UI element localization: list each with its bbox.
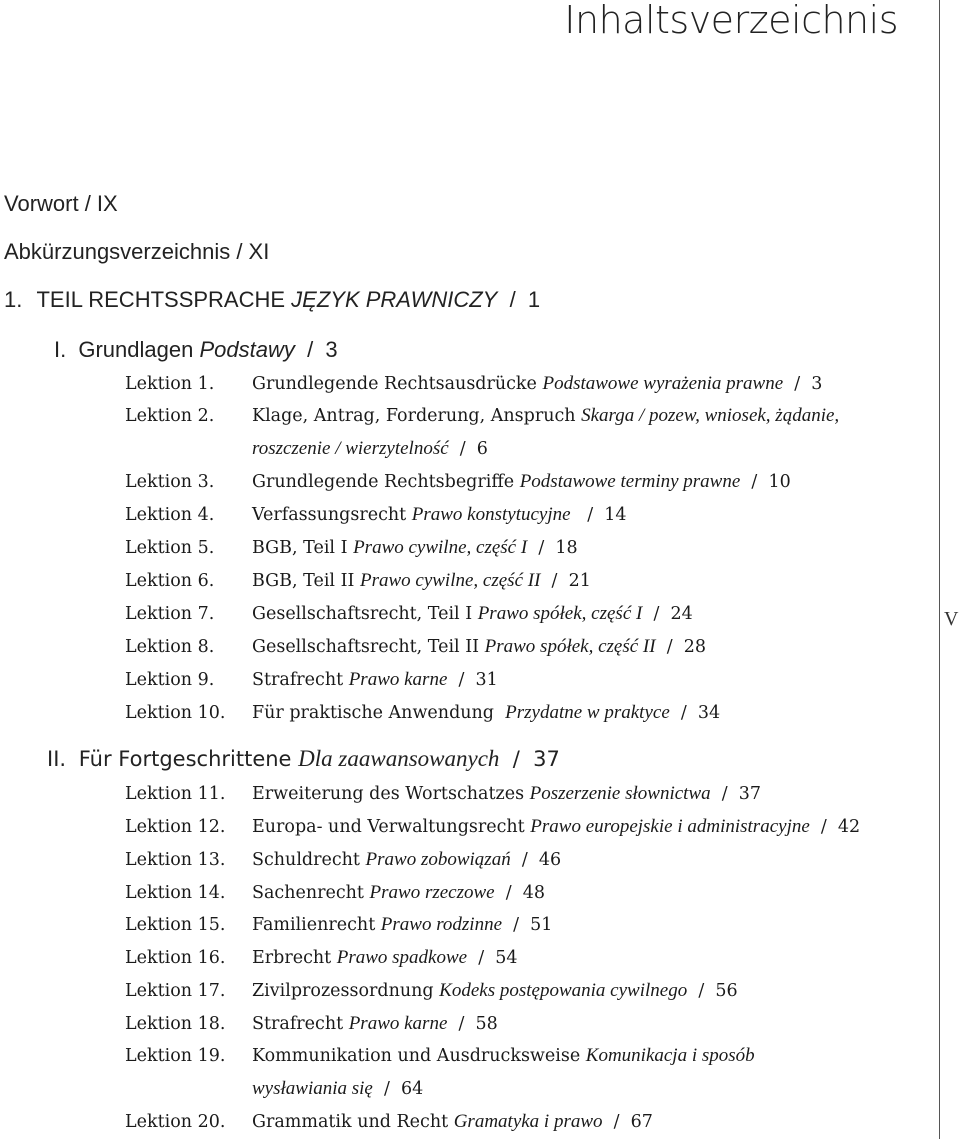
lesson-entry[interactable] [252,569,591,593]
section-title: Für Fortgeschrittene [78,747,299,771]
lesson-title-pl: Prawo karne [348,1013,448,1034]
lesson-page: / 14 [570,505,627,525]
toc-section-II[interactable] [47,746,560,772]
lesson-title-pl: Komunikacja i sposób [585,1045,755,1066]
lesson-page: / 67 [602,1112,653,1132]
lesson-title-de: Familienrecht [252,915,381,935]
lesson-label: Lektion 9. [125,670,215,690]
lesson-title-de: BGB, Teil I [252,538,354,558]
section-title-pl: Podstawy [199,337,295,362]
lesson-title-de: Grammatik und Recht [252,1112,454,1132]
lesson-title-de: Klage, Antrag, Forderung, Anspruch [252,406,582,426]
lesson-entry[interactable] [252,815,860,839]
lesson-title-pl: Podstawowe wyrażenia prawne [542,373,784,394]
lesson-title-pl: Prawo rodzinne [380,914,503,935]
page-title: Inhaltsverzeichnis [564,0,898,42]
lesson-title-de: Europa- und Verwaltungsrecht [252,817,531,837]
lesson-label: Lektion 7. [125,604,215,624]
lesson-page: / 54 [467,948,518,968]
lesson-page: / 3 [783,374,823,394]
lesson-entry[interactable] [252,602,693,626]
lesson-entry[interactable] [252,1044,755,1068]
lesson-page: / 46 [510,850,562,870]
lesson-title-de: Gesellschaftsrecht, Teil I [252,604,478,624]
section-number: I. [54,337,67,362]
lesson-label: Lektion 4. [125,505,215,525]
lesson-label: Lektion 6. [125,571,215,591]
lesson-entry[interactable] [252,668,498,692]
lesson-label: Lektion 2. [125,406,215,426]
lesson-page: / 37 [710,784,762,804]
lesson-title-pl: Kodeks postępowania cywilnego [439,980,688,1001]
lesson-entry[interactable] [252,1110,653,1134]
lesson-label: Lektion 18. [125,1014,226,1034]
lesson-title-de: Strafrecht [252,670,349,690]
toc-section-I[interactable] [54,337,338,363]
lesson-entry[interactable] [252,1012,498,1036]
lesson-title-pl: Prawo europejskie i administracyjne [530,816,810,837]
lesson-entry[interactable] [252,848,561,872]
lesson-title-de: Schuldrecht [252,850,366,870]
lesson-page: / 18 [527,538,578,558]
lesson-title-pl: Prawo rzeczowe [369,882,495,903]
lesson-title-pl: Poszerzenie słownictwa [529,783,711,804]
lesson-label: Lektion 20. [125,1112,226,1132]
lesson-entry[interactable] [252,503,627,527]
lesson-entry[interactable] [252,946,518,970]
lesson-page: / 10 [740,472,791,492]
lesson-title-de: Sachenrecht [252,883,370,903]
lesson-entry-continued[interactable] [252,1077,423,1101]
lesson-title-pl: Prawo konstytucyjne [411,504,571,525]
section-page: / 37 [499,747,560,771]
lesson-label: Lektion 5. [125,538,215,558]
lesson-entry[interactable] [252,470,791,494]
lesson-label: Lektion 19. [125,1046,226,1066]
lesson-title-pl: Gramatyka i prawo [453,1111,603,1132]
lesson-page: / 34 [669,703,721,723]
lesson-label: Lektion 17. [125,981,226,1001]
part-number: 1. [4,287,23,312]
lesson-page: / 21 [540,571,591,591]
lesson-label: Lektion 11. [125,784,226,804]
toc-entry-vorwort[interactable]: Vorwort / IX [4,191,118,216]
lesson-title-de: Verfassungsrecht [252,505,412,525]
part-title: TEIL RECHTSSPRACHE [36,287,292,312]
lesson-label: Lektion 13. [125,850,226,870]
lesson-label: Lektion 12. [125,817,226,837]
section-title: Grundlagen [78,337,200,362]
part-page: / 1 [497,287,541,312]
lesson-entry[interactable] [252,881,545,905]
lesson-page: / 48 [494,883,546,903]
lesson-entry[interactable] [252,536,578,560]
lesson-page: / 31 [447,670,498,690]
lesson-title-pl: Przydatne w praktyce [505,702,670,723]
page-number: V [944,608,959,630]
lesson-page: / 6 [448,439,488,459]
lesson-title-pl: Prawo karne [348,669,448,690]
lesson-title-de: Gesellschaftsrecht, Teil II [252,637,485,657]
lesson-title-de: Grundlegende Rechtsausdrücke [252,374,543,394]
lesson-page: / 51 [502,915,553,935]
section-number: II. [47,747,67,771]
lesson-page: / 58 [447,1014,498,1034]
lesson-label: Lektion 1. [125,374,215,394]
lesson-entry[interactable] [252,404,839,428]
lesson-title-pl: Prawo cywilne, część I [353,537,528,558]
section-title-pl: Dla zaawansowanych [298,746,500,771]
lesson-title-pl: Prawo spółek, część II [484,636,656,657]
lesson-page: / 64 [372,1079,424,1099]
lesson-title-de: Erbrecht [252,948,337,968]
lesson-label: Lektion 14. [125,883,226,903]
lesson-page: / 28 [655,637,707,657]
lesson-title-pl: Prawo spółek, część I [477,603,643,624]
lesson-label: Lektion 10. [125,703,226,723]
toc-part-1[interactable] [4,287,540,313]
lesson-entry-continued[interactable] [252,437,488,461]
part-title-pl: JĘZYK PRAWNICZY [291,287,498,312]
toc-entry-abkuerzungen[interactable]: Abkürzungsverzeichnis / XI [4,239,270,264]
lesson-label: Lektion 3. [125,472,215,492]
lesson-page: / 42 [809,817,861,837]
lesson-title-de: Erweiterung des Wortschatzes [252,784,530,804]
lesson-title-pl: Prawo zobowiązań [365,849,511,870]
lesson-title-pl-continued: roszczenie / wierzytelność [252,438,449,459]
lesson-title-pl: Skarga / pozew, wniosek, żądanie, [581,405,840,426]
lesson-title-de: Für praktische Anwendung [252,703,506,723]
lesson-title-pl: Prawo cywilne, część II [359,570,541,591]
lesson-title-pl: Podstawowe terminy prawne [519,471,741,492]
lesson-entry[interactable] [252,701,720,725]
lesson-entry[interactable] [252,979,738,1003]
lesson-label: Lektion 8. [125,637,215,657]
lesson-label: Lektion 15. [125,915,226,935]
lesson-label: Lektion 16. [125,948,226,968]
lesson-title-pl: Prawo spadkowe [336,947,468,968]
lesson-title-de: Strafrecht [252,1014,349,1034]
lesson-page: / 56 [687,981,738,1001]
lesson-entry[interactable] [252,372,822,396]
section-page: / 3 [294,337,338,362]
lesson-entry[interactable] [252,913,552,937]
margin-rule [939,0,940,1139]
lesson-page: / 24 [642,604,693,624]
lesson-title-de: Zivilprozessordnung [252,981,440,1001]
lesson-entry[interactable] [252,782,761,806]
lesson-title-de: Grundlegende Rechtsbegriffe [252,472,520,492]
lesson-title-pl-continued: wysławiania się [252,1078,373,1099]
lesson-title-de: Kommunikation und Ausdrucksweise [252,1046,586,1066]
lesson-entry[interactable] [252,635,706,659]
lesson-title-de: BGB, Teil II [252,571,360,591]
